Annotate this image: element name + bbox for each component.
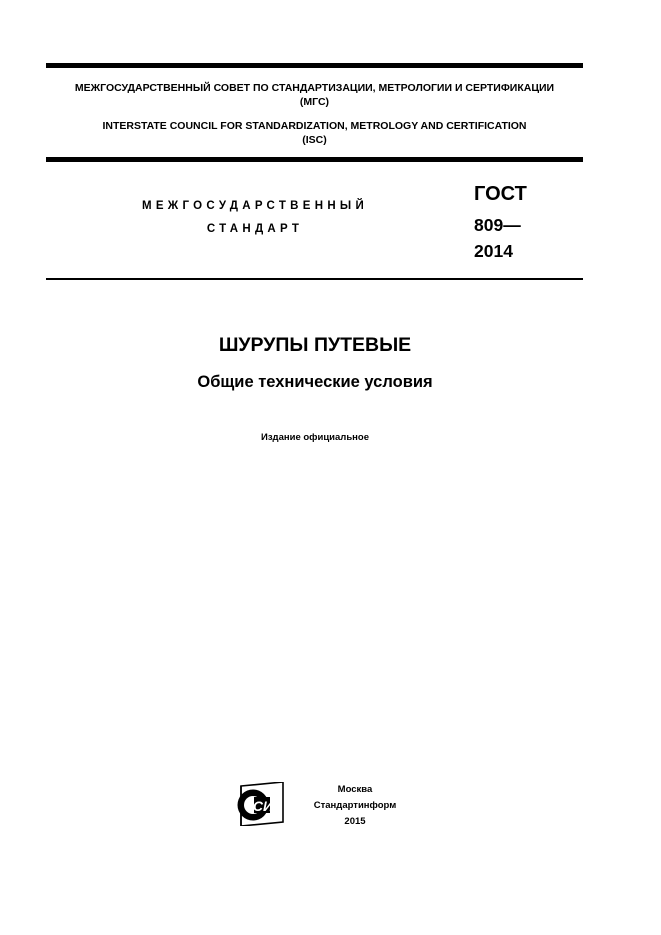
standard-rule: [46, 278, 583, 280]
standard-type-line2: СТАНДАРТ: [206, 223, 304, 235]
standard-type-line1: МЕЖГОСУДАРСТВЕННЫЙ: [141, 200, 369, 212]
top-rule: [46, 63, 583, 68]
publisher-name: Стандартинформ: [313, 800, 397, 811]
council-ru-name: МЕЖГОСУДАРСТВЕННЫЙ СОВЕТ ПО СТАНДАРТИЗАЦИИ, МЕТРОЛОГИИ И СЕРТИФИКАЦИИ: [74, 82, 555, 94]
document-subtitle: Общие технические условия: [197, 373, 433, 391]
council-en-name: INTERSTATE COUNCIL FOR STANDARDIZATION, METROLOGY AND CERTIFICATION: [102, 120, 527, 132]
gost-label: ГОСТ: [474, 183, 527, 205]
gost-year: 2014: [474, 241, 513, 261]
council-en-abbr: (ISC): [302, 134, 327, 146]
document-title: ШУРУПЫ ПУТЕВЫЕ: [218, 334, 412, 356]
publisher-city: Москва: [337, 784, 373, 795]
publisher-year: 2015: [344, 816, 366, 827]
edition-label: Издание официальное: [261, 432, 369, 443]
header-rule: [46, 157, 583, 162]
logo-lettering: СИ: [252, 798, 274, 814]
council-ru-abbr: (МГС): [299, 96, 330, 108]
gost-number: 809—: [474, 215, 521, 235]
standartinform-logo-icon: [233, 782, 287, 826]
